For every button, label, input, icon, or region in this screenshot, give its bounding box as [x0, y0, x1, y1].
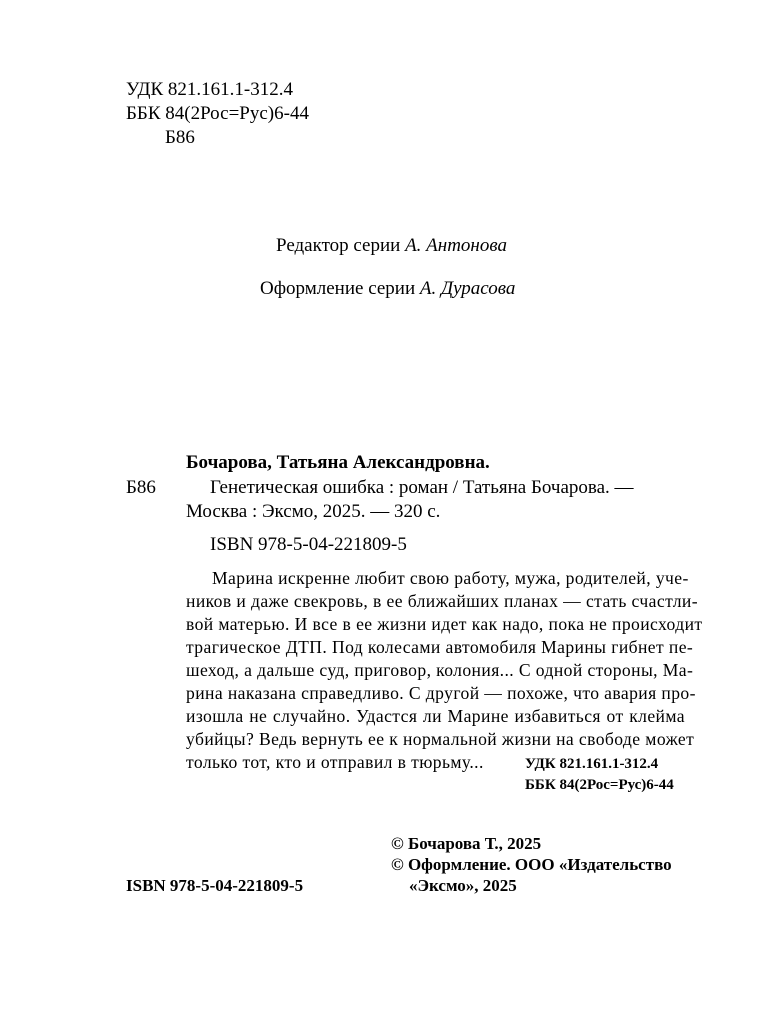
- record-description-line1: Генетическая ошибка : роман / Татьяна Бочарова. —: [210, 477, 634, 498]
- record-description-line2: Москва : Эксмо, 2025. — 320 с.: [186, 501, 441, 522]
- series-editor-label: Редактор серии: [276, 235, 401, 256]
- record-author-mark: Б86: [126, 477, 156, 498]
- annotation-line: Марина искренне любит свою работу, мужа, родителей, уче-: [212, 568, 689, 588]
- annotation-line: убийцы? Ведь вернуть ее к нормальной жизни на свободе может: [186, 729, 695, 749]
- copyright-design-line1: © Оформление. ООО «Издательство: [391, 855, 672, 874]
- copyright-author: © Бочарова Т., 2025: [391, 834, 542, 853]
- footer-isbn: ISBN 978-5-04-221809-5: [126, 876, 304, 895]
- codes-block-bbk: ББК 84(2Рос=Рус)6-44: [525, 777, 674, 793]
- annotation-line: изошла не случайно. Удастся ли Марине избавиться от клейма: [186, 706, 685, 726]
- udk-code: УДК 821.161.1-312.4: [126, 79, 293, 100]
- series-design-name: А. Дурасова: [419, 278, 516, 299]
- series-editor-name: А. Антонова: [405, 235, 507, 256]
- bbk-code: ББК 84(2Рос=Рус)6-44: [126, 103, 309, 124]
- record-isbn: ISBN 978-5-04-221809-5: [210, 534, 407, 555]
- series-design-label: Оформление серии: [260, 278, 416, 299]
- annotation-line: вой матерью. И все в ее жизни идет как надо, пока не происходит: [186, 614, 703, 634]
- annotation-line: шеход, а дальше суд, приговор, колония... С одной стороны, Ма-: [186, 660, 694, 680]
- author-mark-top: Б86: [165, 127, 195, 148]
- annotation-line: трагическое ДТП. Под колесами автомобиля Марины гибнет пе-: [186, 637, 694, 657]
- annotation: [186, 567, 703, 774]
- series-design-credit: [260, 279, 515, 298]
- annotation-line: только тот, кто и отправил в тюрьму...: [186, 752, 484, 772]
- copyright-design-line2: «Эксмо», 2025: [409, 876, 517, 895]
- series-editor-credit: [276, 236, 507, 255]
- codes-block-udk: УДК 821.161.1-312.4: [525, 756, 659, 772]
- annotation-line: рина наказана справедливо. С другой — похоже, что авария про-: [186, 683, 696, 703]
- annotation-line: ников и даже свекровь, в ее ближайших планах — стать счастли-: [186, 591, 698, 611]
- record-author: Бочарова, Татьяна Александровна.: [186, 452, 490, 473]
